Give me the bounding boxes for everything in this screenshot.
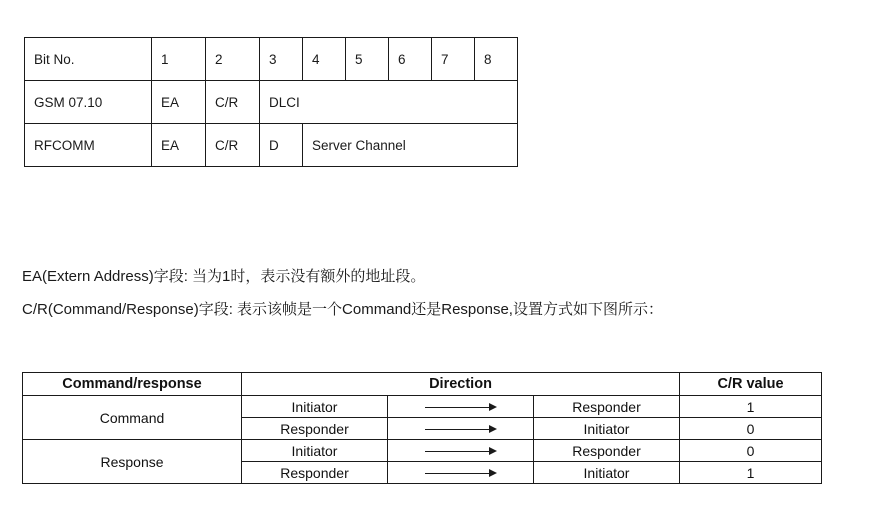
rfcomm-server-channel-cell: Server Channel <box>303 124 518 167</box>
header-cr-value: C/R value <box>680 373 822 396</box>
right-arrow-icon <box>388 440 534 462</box>
header-command-response: Command/response <box>23 373 242 396</box>
right-arrow-icon <box>388 418 534 440</box>
bit-number-7: 7 <box>432 38 475 81</box>
table-header-row <box>23 373 822 396</box>
table-row <box>25 81 518 124</box>
gsm-ea-cell: EA <box>152 81 206 124</box>
direction-from: Initiator <box>242 396 388 418</box>
right-arrow-icon <box>388 462 534 484</box>
gsm-cr-cell: C/R <box>206 81 260 124</box>
row-type-command: Command <box>23 396 242 440</box>
direction-to: Initiator <box>534 462 680 484</box>
bit-number-8: 8 <box>475 38 518 81</box>
header-direction: Direction <box>242 373 680 396</box>
bit-number-1: 1 <box>152 38 206 81</box>
right-arrow-icon <box>388 396 534 418</box>
table-row <box>23 440 822 462</box>
rfcomm-cr-cell: C/R <box>206 124 260 167</box>
rfcomm-ea-cell: EA <box>152 124 206 167</box>
direction-to: Responder <box>534 440 680 462</box>
cr-description-paragraph: C/R(Command/Response)字段: 表示该帧是一个Command还是Response,设置方式如下图所示： <box>22 301 663 318</box>
cr-value: 1 <box>680 462 822 484</box>
bitfield-row-label: GSM 07.10 <box>25 81 152 124</box>
bitfield-table <box>24 37 518 167</box>
direction-from: Initiator <box>242 440 388 462</box>
bitfield-table-container <box>24 37 518 167</box>
direction-from: Responder <box>242 462 388 484</box>
table-row <box>25 124 518 167</box>
bit-number-5: 5 <box>346 38 389 81</box>
table-row <box>23 396 822 418</box>
table-row <box>25 38 518 81</box>
cr-value: 0 <box>680 418 822 440</box>
bit-number-2: 2 <box>206 38 260 81</box>
cr-value: 0 <box>680 440 822 462</box>
row-type-response: Response <box>23 440 242 484</box>
bitfield-row-label: RFCOMM <box>25 124 152 167</box>
bit-number-3: 3 <box>260 38 303 81</box>
bit-number-6: 6 <box>389 38 432 81</box>
bitfield-row-label: Bit No. <box>25 38 152 81</box>
rfcomm-d-cell: D <box>260 124 303 167</box>
direction-to: Responder <box>534 396 680 418</box>
bit-number-4: 4 <box>303 38 346 81</box>
gsm-dlci-cell: DLCI <box>260 81 518 124</box>
cr-value: 1 <box>680 396 822 418</box>
ea-description-paragraph: EA(Extern Address)字段: 当为1时，表示没有额外的地址段。 <box>22 268 426 285</box>
direction-from: Responder <box>242 418 388 440</box>
direction-to: Initiator <box>534 418 680 440</box>
cr-value-table <box>22 372 822 484</box>
cr-value-table-container <box>22 372 822 484</box>
